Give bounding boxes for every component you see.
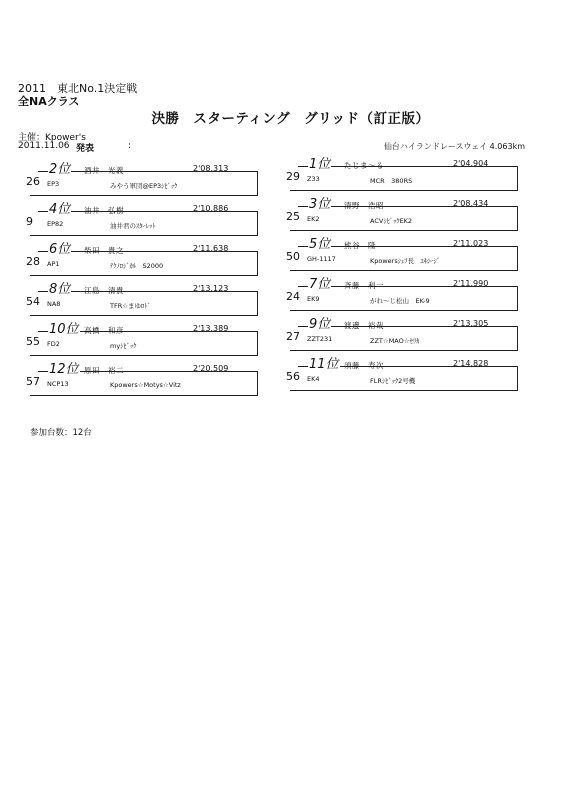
slot-dash	[30, 371, 38, 372]
lap-time: 2'13.123	[193, 284, 229, 293]
slot-bottom-border	[30, 275, 258, 276]
slot-side-border	[517, 366, 518, 390]
announce-label: 発表	[76, 144, 95, 154]
organizer: 主催：Kpower's	[18, 133, 86, 143]
page-title: 決勝 スターティング グリッド（訂正版）	[151, 111, 430, 127]
lap-time: 2'10.886	[193, 204, 229, 213]
grid-position: 7位	[308, 273, 331, 292]
grid-position: 6位	[48, 238, 71, 257]
team-car-name: ZZT☆MAO☆ｾﾘｶ	[370, 337, 420, 345]
car-model: NA8	[47, 300, 61, 308]
grid-position: 11位	[308, 353, 340, 372]
team-car-name: FLRｼﾋﾞｯｸ2号機	[370, 377, 416, 385]
car-number: 26	[26, 175, 40, 188]
slot-bottom-border	[290, 230, 518, 231]
slot-bottom-border	[30, 395, 258, 396]
slot-dash	[290, 366, 298, 367]
lap-time: 2'13.389	[193, 324, 229, 333]
driver-name: 熊谷 隆	[344, 241, 376, 250]
lap-time: 2'20.509	[193, 364, 229, 373]
grid-slot	[288, 197, 518, 233]
team-car-name: がれ～じ松山 EK-9	[370, 297, 430, 305]
lap-time: 2'11.638	[193, 244, 229, 253]
team-car-name: ﾃｸﾉﾛｼﾞｶﾙ S2000	[110, 262, 164, 270]
grid-slot	[288, 157, 518, 193]
car-number: 57	[26, 375, 40, 388]
team-car-name: Kpowers☆Motys☆Vitz	[110, 381, 181, 389]
slot-side-border	[517, 246, 518, 270]
car-number: 55	[26, 335, 40, 348]
driver-name: 油井 弘樹	[84, 206, 124, 215]
slot-bottom-border	[30, 315, 258, 316]
grid-slot	[28, 242, 258, 278]
team-car-name: MCR 380RS	[370, 177, 413, 185]
lap-time: 2'11.023	[453, 239, 489, 248]
driver-name: 江島 清貴	[84, 286, 124, 295]
car-number: 54	[26, 295, 40, 308]
driver-name: 清野 浩昭	[344, 201, 384, 210]
grid-slot	[288, 357, 518, 393]
slot-bottom-border	[290, 390, 518, 391]
slot-side-border	[517, 326, 518, 350]
slot-dash	[290, 166, 298, 167]
slot-dash	[290, 206, 298, 207]
venue: 仙台ハイランドレースウェイ 4.063km	[383, 142, 525, 151]
grid-position: 5位	[308, 233, 331, 252]
grid-position: 3位	[308, 193, 331, 212]
team-car-name: ACVｼﾋﾞｯｸEK2	[370, 217, 413, 225]
slot-bottom-border	[290, 270, 518, 271]
grid-slot	[288, 237, 518, 273]
grid-position: 8位	[48, 278, 71, 297]
lap-time: 2'14.828	[453, 359, 489, 368]
team-car-name: TFR☆まゆﾛﾄﾞ	[110, 302, 151, 310]
grid-position: 4位	[48, 198, 71, 217]
slot-dash	[30, 251, 38, 252]
grid-slot	[28, 162, 258, 198]
class-name: 全NAクラス	[18, 95, 80, 108]
event-year-title: 2011 東北No.1決定戦	[18, 82, 138, 95]
grid-position: 9位	[308, 313, 331, 332]
team-car-name: Kpowersｼｪﾌ長 ｴｷｼｰｼﾞ	[370, 257, 440, 265]
slot-bottom-border	[290, 310, 518, 311]
grid-slot	[288, 277, 518, 313]
slot-dash	[30, 291, 38, 292]
car-model: AP1	[47, 260, 60, 268]
driver-name: 渡邊 裕哉	[344, 321, 384, 330]
grid-slot	[28, 322, 258, 358]
slot-bottom-border	[290, 190, 518, 191]
driver-name: たじま～る	[344, 161, 384, 170]
slot-side-border	[257, 251, 258, 275]
grid-slot	[28, 362, 258, 398]
car-model: GH-1117	[307, 255, 336, 263]
slot-side-border	[517, 206, 518, 230]
announce-colon: :	[128, 141, 132, 151]
team-car-name: みやう軍団@EP3ｼﾋﾞｯｸ	[110, 182, 178, 190]
slot-dash	[290, 246, 298, 247]
lap-time: 2'08.434	[453, 199, 489, 208]
grid-position: 10位	[48, 318, 80, 337]
lap-time: 2'04.904	[453, 159, 489, 168]
driver-name: 須藤 寿次	[344, 361, 384, 370]
slot-side-border	[257, 371, 258, 395]
grid-slot	[28, 282, 258, 318]
slot-side-border	[517, 286, 518, 310]
slot-dash	[30, 331, 38, 332]
driver-name: 高橋 和彦	[84, 326, 124, 335]
slot-dash	[290, 326, 298, 327]
team-car-name: myｼﾋﾞｯｸ	[110, 342, 137, 350]
car-number: 9	[26, 215, 33, 228]
slot-side-border	[257, 291, 258, 315]
car-model: ZZT231	[307, 335, 333, 343]
grid-slot	[288, 317, 518, 353]
car-number: 27	[286, 330, 300, 343]
slot-dash	[30, 211, 38, 212]
driver-name: 柴田 貴之	[84, 246, 124, 255]
car-model: EP3	[47, 180, 60, 188]
slot-side-border	[257, 171, 258, 195]
car-number: 56	[286, 370, 300, 383]
lap-time: 2'13.305	[453, 319, 489, 328]
car-model: FD2	[47, 340, 60, 348]
slot-side-border	[517, 166, 518, 190]
slot-dash	[30, 171, 38, 172]
lap-time: 2'08.313	[193, 164, 229, 173]
grid-position: 1位	[308, 153, 331, 172]
car-number: 29	[286, 170, 300, 183]
car-model: EK2	[307, 215, 320, 223]
slot-bottom-border	[290, 350, 518, 351]
car-model: Z33	[307, 175, 320, 183]
driver-name: 斉藤 利一	[344, 281, 384, 290]
team-car-name: 油井君のｽﾀｰﾚｯﾄ	[110, 222, 156, 230]
slot-side-border	[257, 331, 258, 355]
car-model: EK4	[307, 375, 320, 383]
grid-position: 2位	[48, 158, 71, 177]
car-number: 50	[286, 250, 300, 263]
lap-time: 2'11.990	[453, 279, 489, 288]
grid-slot	[28, 202, 258, 238]
slot-bottom-border	[30, 355, 258, 356]
announce-date: 2011.11.06	[18, 141, 70, 151]
car-model: NCP13	[47, 380, 69, 388]
car-number: 25	[286, 210, 300, 223]
car-model: EK9	[307, 295, 320, 303]
slot-side-border	[257, 211, 258, 235]
slot-bottom-border	[30, 195, 258, 196]
car-model: EP82	[47, 220, 64, 228]
driver-name: 原田 裕二	[84, 366, 124, 375]
entry-count: 参加台数：12台	[30, 428, 92, 438]
car-number: 24	[286, 290, 300, 303]
car-number: 28	[26, 255, 40, 268]
slot-dash	[290, 286, 298, 287]
slot-bottom-border	[30, 235, 258, 236]
driver-name: 酒井 光義	[84, 166, 124, 175]
grid-position: 12位	[48, 358, 80, 377]
